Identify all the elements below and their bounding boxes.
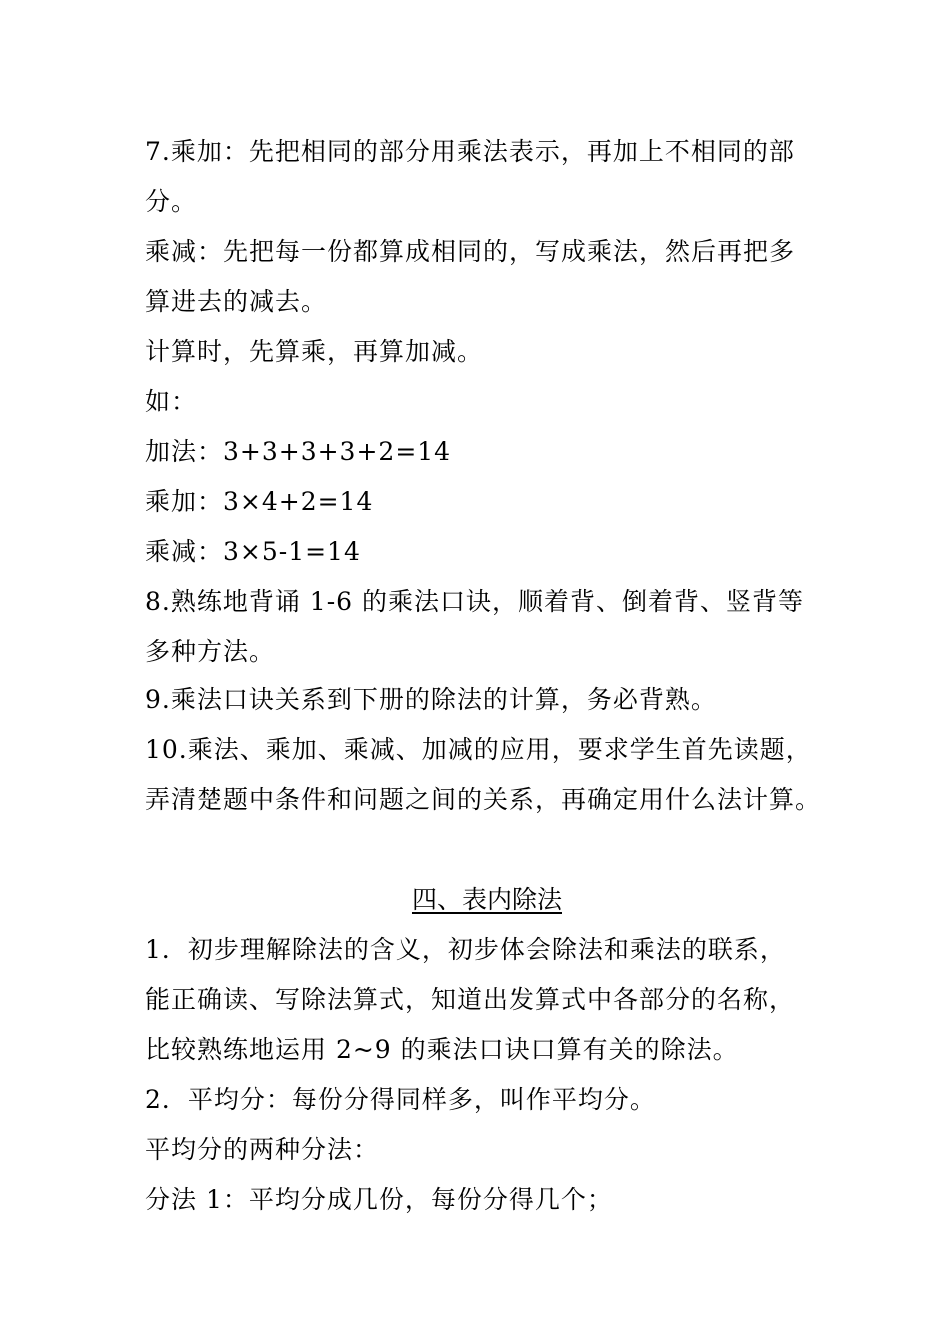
text-line-order-of-operations: 计算时，先算乘，再算加减。 (145, 337, 484, 366)
text-line-item10: 10.乘法、乘加、乘减、加减的应用，要求学生首先读题， (145, 735, 812, 764)
text-line-item10-continued: 弄清楚题中条件和问题之间的关系，再确定用什么法计算。 (145, 785, 822, 814)
text-line-division-item1: 1．初步理解除法的含义，初步体会除法和乘法的联系， (145, 935, 786, 964)
text-line-multiply-subtract: 乘减：先把每一份都算成相同的，写成乘法，然后再把多 (145, 237, 796, 266)
section-title: 四、表内除法 (411, 885, 562, 914)
text-line-item9: 9.乘法口诀关系到下册的除法的计算，务必背熟。 (145, 685, 717, 714)
text-line-item7-continued: 分。 (145, 187, 198, 216)
text-line-item8: 8.熟练地背诵 1-6 的乘法口诀，顺着背、倒着背、竖背等 (145, 587, 805, 616)
text-line-example-label: 如： (145, 387, 198, 416)
text-line-example-addition: 加法：3+3+3+3+2=14 (145, 437, 452, 466)
text-line-item8-continued: 多种方法。 (145, 637, 276, 666)
text-line-division-item2: 2．平均分：每份分得同样多，叫作平均分。 (145, 1085, 656, 1114)
text-line-item7-multiply-add: 7.乘加：先把相同的部分用乘法表示，再加上不相同的部 (145, 137, 795, 166)
section-heading (0, 880, 950, 920)
text-line-division-item1-continued: 能正确读、写除法算式，知道出发算式中各部分的名称， (145, 985, 796, 1014)
text-line-example-multiply-add: 乘加：3×4+2=14 (145, 487, 374, 516)
text-line-multiply-subtract-continued: 算进去的减去。 (145, 287, 328, 316)
text-line-division-item1-continued-2: 比较熟练地运用 2~9 的乘法口诀口算有关的除法。 (145, 1035, 739, 1064)
text-line-example-multiply-subtract: 乘减：3×5-1=14 (145, 537, 361, 566)
text-line-method-1: 分法 1：平均分成几份，每份分得几个； (145, 1185, 613, 1214)
text-line-two-methods: 平均分的两种分法： (145, 1135, 380, 1164)
